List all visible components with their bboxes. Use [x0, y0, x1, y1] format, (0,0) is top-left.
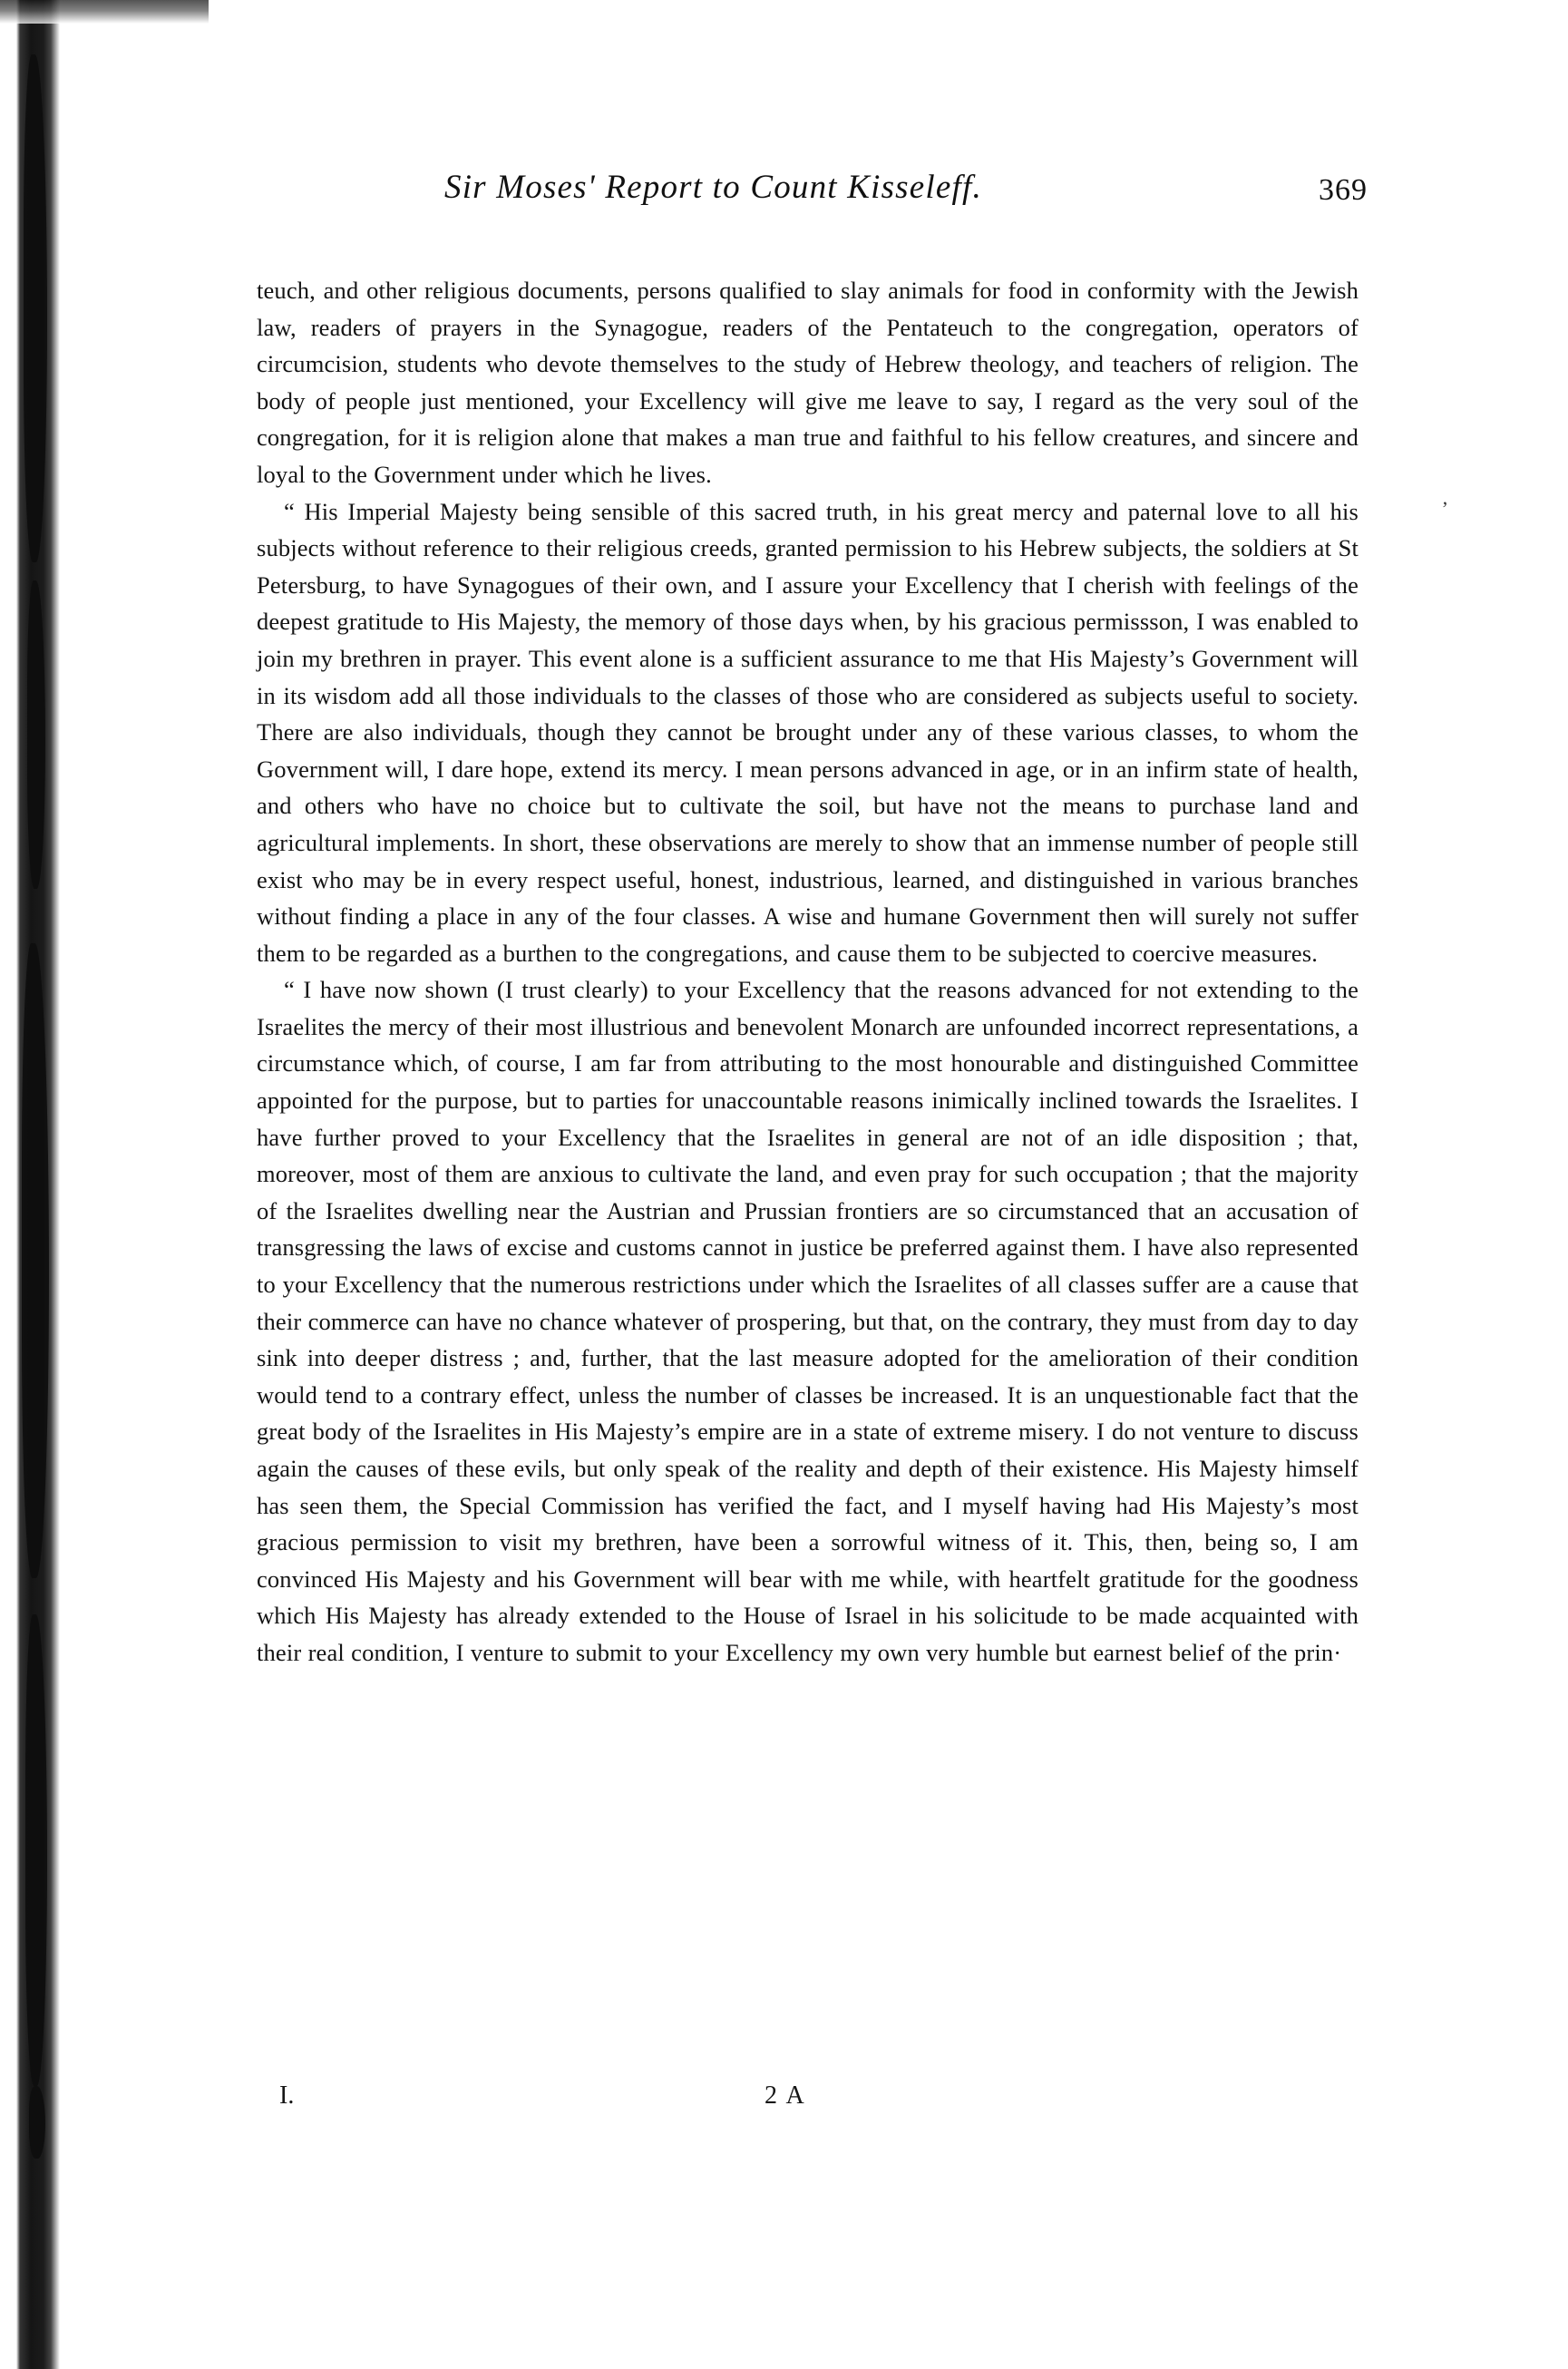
volume-signature: I. — [279, 2081, 295, 2110]
paragraph: “ His Imperial Majesty being sensible of this sacred truth, in his great mercy and paternal love to all his subjects without reference to their religious creeds, granted permission to his Hebrew subjects, the soldiers at St Petersburg, to have Synagogues of their own, and I assure your Excellency that I cherish with feelings of the deepest gratitude to His Majesty, the memory of those days when, by his gracious permissson, I was enabled to join my brethren in prayer. This event alone is a sufficient assurance to me that His Majesty’s Government will in its wisdom add all those individuals to the classes of those who are considered as subjects useful to society. There are also individuals, though they cannot be brought under any of these various classes, to whom the Government will, I dare hope, extend its mercy. I mean persons advanced in age, or in an infirm state of health, and others who have no choice but to cultivate the soil, but have not the means to purchase land and agricultural implements. In short, these observations are merely to show that an immense number of people still exist who may be in every respect useful, honest, industrious, learned, and distinguished in various branches without finding a place in any of the four classes. A wise and humane Government then will surely not suffer them to be regarded as a burthen to the congregations, and cause them to be subjected to coercive measures. — [257, 497, 1359, 967]
body-text — [257, 272, 1359, 1672]
gutter-blotch — [29, 2086, 45, 2159]
sheet-signature: 2 A — [765, 2081, 806, 2110]
paragraph: teuch, and other religious documents, persons qualified to slay animals for food in conformity with the Jewish law, readers of prayers in the Synagogue, readers of the Pentateuch to the congregation, operators of circumcision, students who devote themselves to the study of Hebrew theology, and teachers of religion. The body of people just mentioned, your Excellency will give me leave to say, I regard as the very soul of the congregation, for it is religion alone that makes a man true and faithful to his fellow creatures, and sincere and loyal to the Government under which he lives. — [257, 277, 1359, 488]
page-title: Sir Moses' Report to Count Kisseleff. — [444, 169, 982, 206]
page-edge-smudge — [0, 0, 209, 24]
page-number: 369 — [1319, 173, 1368, 207]
paragraph: “ I have now shown (I trust clearly) to your Excellency that the reasons advanced for not extending to the Israelites the mercy of their most illustrious and benevolent Monarch are unfounded incorrect representations, a circumstance which, of course, I am far from attributing to the most honourable and distinguished Committee appointed for the purpose, but to parties for unaccountable reasons inimically inclined towards the Israelites. I have further proved to your Excellency that the Israelites in general are not of an idle disposition ; that, moreover, most of them are anxious to cultivate the land, and even pray for such occupation ; that the majority of the Israelites dwelling near the Austrian and Prussian frontiers are so circumstanced that an accusation of transgressing the laws of excise and customs cannot in justice be preferred against them. I have also represented to your Excellency that the numerous restrictions under which the Israelites of all classes suffer are a cause that their commerce can have no chance whatever of prospering, but that, on the contrary, they must from day to day sink into deeper distress ; and, further, that the last measure adopted for the amelioration of their condition would tend to a contrary effect, unless the number of classes be increased. It is an unquestionable fact that the great body of the Israelites in His Majesty’s empire are in a state of extreme misery. I do not venture to discuss again the causes of these evils, but only speak of the reality and depth of their existence. His Majesty himself has seen them, the Special Commission has verified the fact, and I myself having had His Majesty’s most gracious permission to visit my brethren, have been a sorrowful witness of it. This, then, being so, I am convinced His Majesty and his Government will bear with me while, with heartfelt gratitude for the goodness which His Majesty has already extended to the House of Israel in his solicitude to be made acquainted with their real condition, I venture to submit to your Excellency my own very humble but earnest belief of the prin· — [257, 976, 1359, 1666]
page-footline — [257, 2081, 1359, 2121]
margin-mark: ’ — [1441, 497, 1448, 520]
running-head — [254, 168, 1424, 222]
